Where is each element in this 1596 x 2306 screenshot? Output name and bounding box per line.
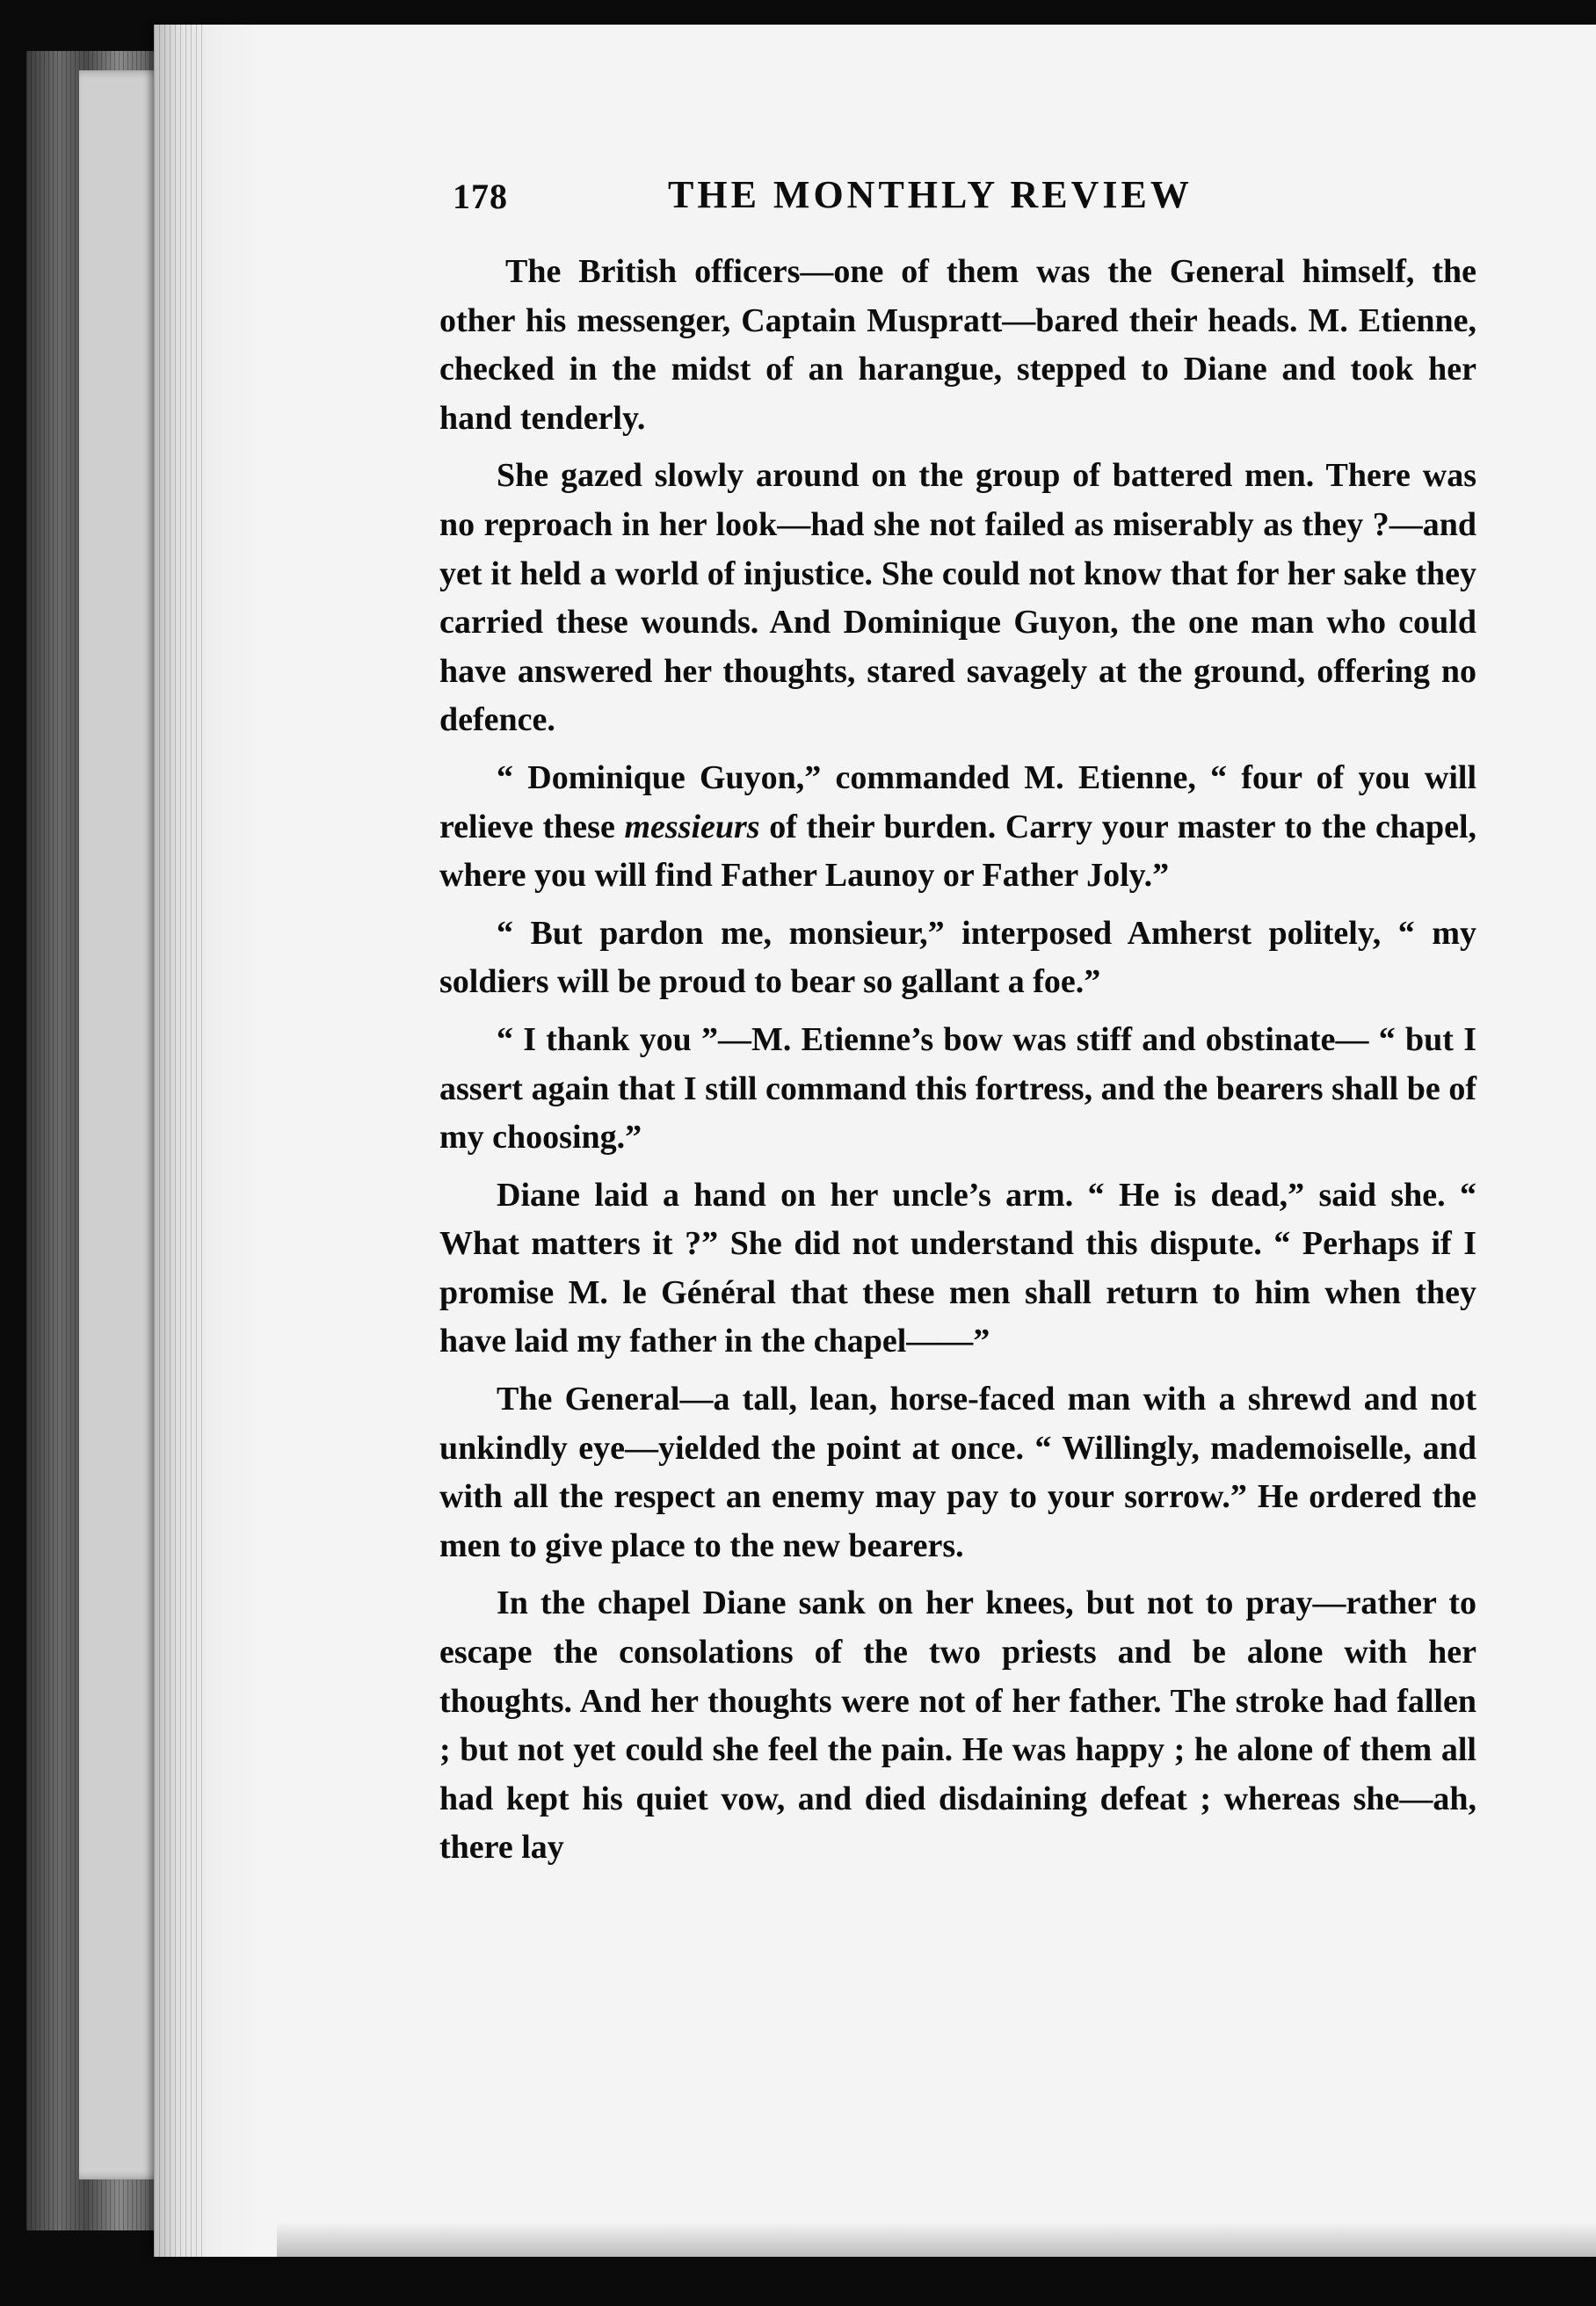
page-content <box>264 149 1476 1882</box>
paragraph-7: The General—a tall, lean, horse-faced man with a shrewd and not unkindly eye—yielded the point at once. “ Willingly, mademoiselle, and with all the respect an enemy may pay to your sorrow.” He ordered the men to give place to the new bearers. <box>439 1381 1476 1564</box>
paragraph-6: Diane laid a hand on her uncle’s arm. “ He is dead,” said she. “ What matters it ?” She did not understand this dispute. “ Perhaps if I promise M. le Général that these men shall return to him when they have laid my father in the chapel——” <box>439 1176 1476 1360</box>
running-head <box>264 149 1476 248</box>
paragraph-3 <box>439 754 1476 901</box>
paragraph-2: She gazed slowly around on the group of battered men. There was no reproach in her look—had she not failed as miserably as they ?—and yet it held a world of injustice. She could not know that for her sake they carried these wounds. And Dominique Guyon, the one man who could have answered her thoughts, stared savagely at the ground, offering no defence. <box>439 457 1476 739</box>
paragraph-8: In the chapel Diane sank on her knees, but not to pray—rather to escape the consolations of the two priests and be alone with her thoughts. And her thoughts were not of her father. The stroke had fallen ; but not yet could she feel the pain. He was happy ; he alone of them all had kept his quiet vow, and died disdaining defeat ; whereas she—ah, there lay <box>439 1584 1476 1867</box>
page-gutter-shadow <box>154 25 259 2257</box>
paragraph-1: The British officers—one of them was the General himself, the other his messenger, Captain Muspratt—bared their heads. M. Etienne, checked in the midst of an harangue, stepped to Diane and took her hand tenderly. <box>439 253 1476 437</box>
paragraph-3-text-before: “ Dominique Guyon,” commanded M. Etienne, “ four of you will relieve these <box>439 758 1476 845</box>
body-text <box>439 248 1476 1873</box>
page-number: 178 <box>453 177 508 216</box>
paragraph-3-text-after: of their burden. Carry your master to the chapel, where you will find Father Launoy or Father Joly.” <box>439 808 1477 895</box>
journal-title: THE MONTHLY REVIEW <box>668 173 1193 216</box>
page-bottom-shadow <box>277 2222 1596 2257</box>
paragraph-3-italic-word: messieurs <box>624 808 760 845</box>
paragraph-4: “ But pardon me, monsieur,” interposed Amherst politely, “ my soldiers will be proud to bear so gallant a foe.” <box>439 914 1476 1001</box>
paragraph-5: “ I thank you ”—M. Etienne’s bow was stiff and obstinate— “ but I assert again that I still command this fortress, and the bearers shall be of my choosing.” <box>439 1020 1476 1157</box>
